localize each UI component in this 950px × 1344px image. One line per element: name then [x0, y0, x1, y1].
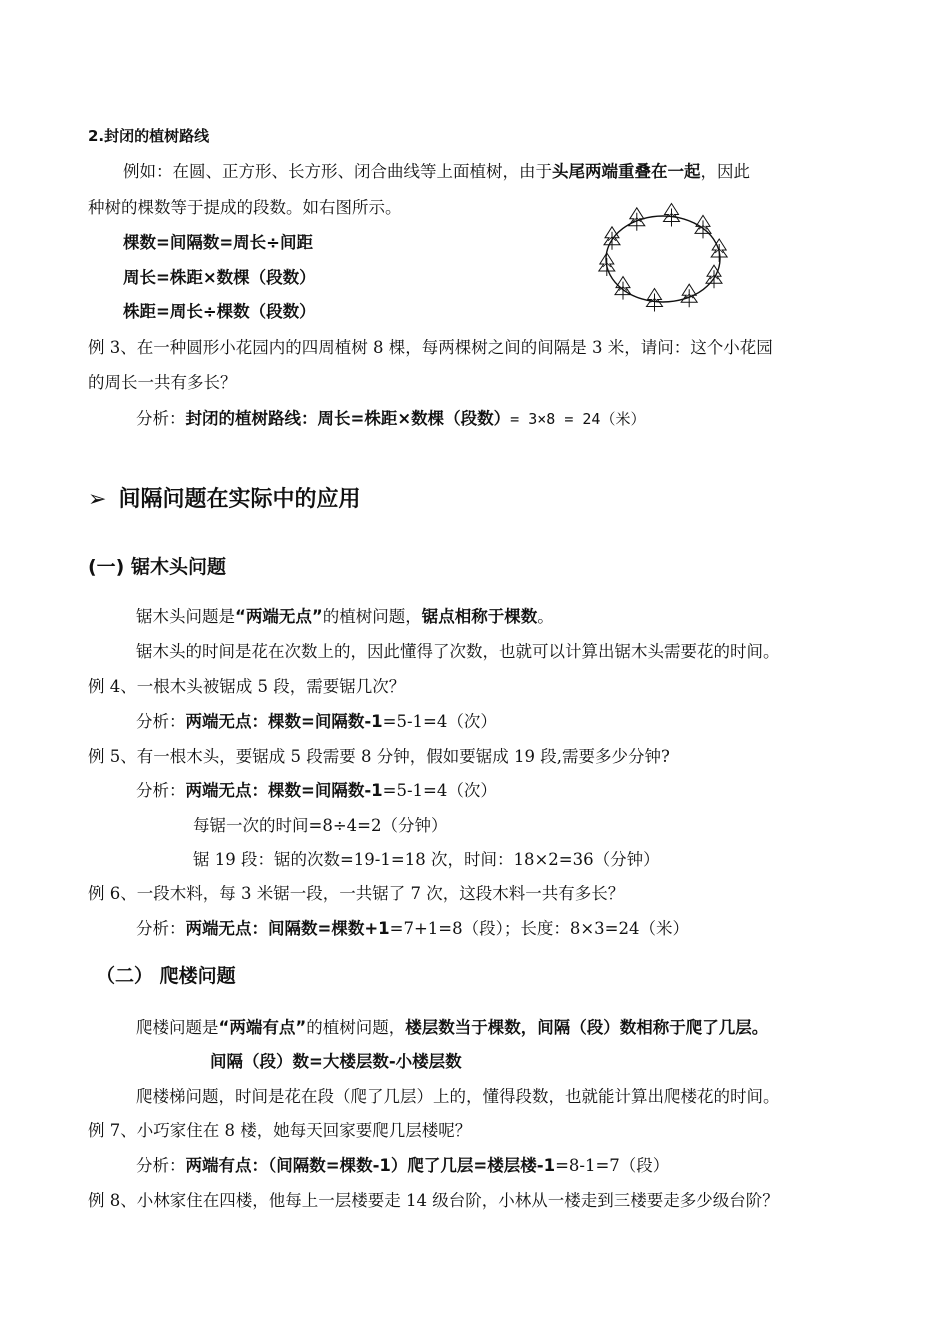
emphasis: 封闭的植树路线：周长=株距×数棵（段数） — [185, 409, 511, 428]
tree-icon — [695, 215, 711, 238]
tree-icon — [599, 253, 615, 276]
tree-icon — [604, 227, 620, 250]
tree-icon — [647, 289, 663, 312]
analysis-label: 分析： — [136, 919, 186, 938]
text: 的植树问题， — [322, 607, 422, 626]
analysis-label: 分析： — [136, 712, 186, 731]
text: =7+1=8（段）；长度：8×3=24（米） — [389, 919, 690, 938]
analysis-label: 分析： — [136, 781, 186, 800]
tree-icon — [681, 284, 697, 307]
analysis-label: 分析： — [136, 1156, 186, 1175]
tree-icon — [615, 277, 631, 300]
text: = 3×8 = 24（米） — [510, 410, 646, 428]
analysis-step: 每锯一次的时间=8÷4=2（分钟） — [193, 816, 448, 835]
formula: 周长=株距×数棵（段数） — [123, 268, 316, 287]
tree-icon — [711, 239, 727, 262]
tree-icon — [664, 204, 680, 227]
emphasis: 楼层数当于棵数，间隔（段）数相称于爬了几层。 — [405, 1018, 769, 1037]
example-3: 例 3、在一种圆形小花园内的四周植树 8 棵，每两棵树之间的间隔是 3 米，请问：这个小花园 — [88, 338, 773, 357]
example-7: 例 7、小巧家住在 8 楼，她每天回家要爬几层楼呢？ — [88, 1121, 472, 1140]
closed-loop-tree-diagram — [596, 196, 746, 316]
analysis — [136, 917, 689, 941]
text: =5-1=4（次） — [382, 781, 497, 800]
emphasis: 两端有点：（间隔数=棵数-1）爬了几层=楼层楼-1 — [185, 1156, 556, 1175]
emphasis: 两端无点：棵数=间隔数-1 — [185, 781, 383, 800]
formula: 棵数=间隔数=周长÷间距 — [123, 233, 313, 252]
paragraph — [136, 1016, 768, 1040]
example-8: 例 8、小林家住在四楼，他每上一层楼要走 14 级台阶，小林从一楼走到三楼要走多少级台阶？ — [88, 1191, 779, 1210]
text: 爬楼问题是 — [136, 1018, 219, 1037]
main-heading — [88, 488, 360, 512]
subsection-title: （二） 爬楼问题 — [96, 965, 236, 987]
example-4: 例 4、一根木头被锯成 5 段，需要锯几次？ — [88, 677, 406, 696]
emphasis: 头尾两端重叠在一起 — [552, 162, 701, 181]
analysis-label: 分析： — [136, 409, 186, 428]
emphasis: “两端有点” — [218, 1018, 307, 1037]
text: =5-1=4（次） — [382, 712, 497, 731]
example-6: 例 6、一段木料，每 3 米锯一段，一共锯了 7 次，这段木料一共有多长？ — [88, 884, 625, 903]
emphasis: 两端无点：间隔数=棵数+1 — [185, 919, 390, 938]
emphasis: 两端无点：棵数=间隔数-1 — [185, 712, 383, 731]
analysis — [136, 779, 497, 803]
emphasis: “两端无点” — [235, 607, 323, 626]
text: ，因此 — [700, 162, 750, 181]
text: 例如：在圆、正方形、长方形、闭合曲线等上面植树，由于 — [123, 162, 552, 181]
paragraph — [136, 605, 554, 629]
text: 的植树问题， — [306, 1018, 406, 1037]
text: =8-1=7（段） — [555, 1156, 670, 1175]
heading-text: 间隔问题在实际中的应用 — [118, 487, 361, 512]
arrow-icon: ➢ — [88, 487, 107, 512]
formula: 间隔（段）数=大楼层数-小楼层数 — [210, 1052, 462, 1071]
emphasis: 锯点相称于棵数 — [421, 607, 538, 626]
paragraph: 种树的棵数等于提成的段数。如右图所示。 — [88, 198, 402, 217]
formula: 株距=周长÷棵数（段数） — [123, 302, 316, 321]
paragraph — [123, 160, 750, 184]
analysis — [136, 1154, 669, 1178]
paragraph: 爬楼梯问题，时间是花在段（爬了几层）上的，懂得段数，也就能计算出爬楼花的时间。 — [136, 1087, 780, 1106]
analysis — [136, 407, 645, 431]
section-title: 2.封闭的植树路线 — [88, 127, 210, 145]
example-3-cont: 的周长一共有多长？ — [88, 373, 237, 392]
paragraph: 锯木头的时间是花在次数上的，因此懂得了次数，也就可以计算出锯木头需要花的时间。 — [136, 642, 780, 661]
text: 。 — [537, 607, 554, 626]
subsection-title: (一) 锯木头问题 — [88, 556, 226, 578]
analysis — [136, 710, 497, 734]
text: 锯木头问题是 — [136, 607, 235, 626]
example-5: 例 5、有一根木头，要锯成 5 段需要 8 分钟，假如要锯成 19 段,需要多少分钟? — [88, 747, 670, 766]
analysis-step: 锯 19 段：锯的次数=19-1=18 次，时间：18×2=36（分钟） — [193, 850, 660, 869]
